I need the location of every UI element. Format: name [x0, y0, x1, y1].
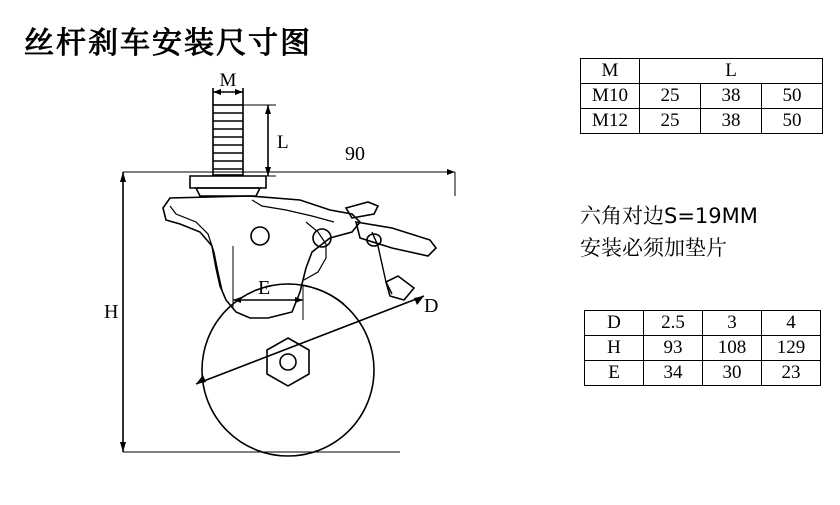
cell-h-label: H [585, 336, 644, 361]
cell-m12-l3: 50 [762, 109, 823, 134]
table-row [581, 84, 823, 109]
note-line-1: 六角对边S=19MM [580, 204, 758, 228]
d-dim-line [196, 296, 424, 384]
table-row [585, 311, 821, 336]
label-d: D [424, 295, 439, 317]
note-line-2: 安装必须加垫片 [580, 236, 727, 260]
hub-center [280, 354, 296, 370]
cell-d-2: 3 [703, 311, 762, 336]
table-d-h-e [584, 310, 821, 386]
hub-hex [267, 338, 309, 386]
notes-block [580, 200, 758, 264]
spec-panel [570, 0, 840, 500]
table-row [581, 109, 823, 134]
label-90: 90 [345, 143, 365, 165]
cell-d-label: D [585, 311, 644, 336]
table-row [585, 361, 821, 386]
table-row [585, 336, 821, 361]
fork-inner-top [252, 200, 334, 222]
label-h: H [104, 301, 119, 323]
cell-m10: M10 [581, 84, 640, 109]
cell-d-3: 4 [762, 311, 821, 336]
label-m: M [219, 70, 237, 91]
fork-inner-right [304, 222, 326, 280]
cell-e-1: 34 [644, 361, 703, 386]
cell-h-3: 129 [762, 336, 821, 361]
cell-e-label: E [585, 361, 644, 386]
top-plate [190, 176, 266, 188]
cell-h-1: 93 [644, 336, 703, 361]
rivet-hole [251, 227, 269, 245]
cell-m12-l2: 38 [701, 109, 762, 134]
page-title: 丝杆刹车安装尺寸图 [24, 26, 312, 61]
cell-e-3: 23 [762, 361, 821, 386]
cell-m10-l1: 25 [640, 84, 701, 109]
fork-inner-left [170, 206, 222, 290]
brake-link [372, 232, 392, 294]
label-e: E [258, 277, 271, 299]
label-l: L [277, 132, 289, 153]
cell-d-1: 2.5 [644, 311, 703, 336]
stem-body [213, 105, 243, 175]
cell-m12: M12 [581, 109, 640, 134]
table-row [581, 59, 823, 84]
brake-pad [386, 276, 414, 300]
th-l: L [640, 59, 823, 84]
th-m: M [581, 59, 640, 84]
brake-lever [356, 222, 436, 256]
cell-m10-l2: 38 [701, 84, 762, 109]
brake-lever-top [346, 202, 378, 218]
cell-m10-l3: 50 [762, 84, 823, 109]
cell-h-2: 108 [703, 336, 762, 361]
top-plate-lower [196, 188, 260, 196]
cell-e-2: 30 [703, 361, 762, 386]
table-m-l [580, 58, 823, 134]
cell-m12-l1: 25 [640, 109, 701, 134]
